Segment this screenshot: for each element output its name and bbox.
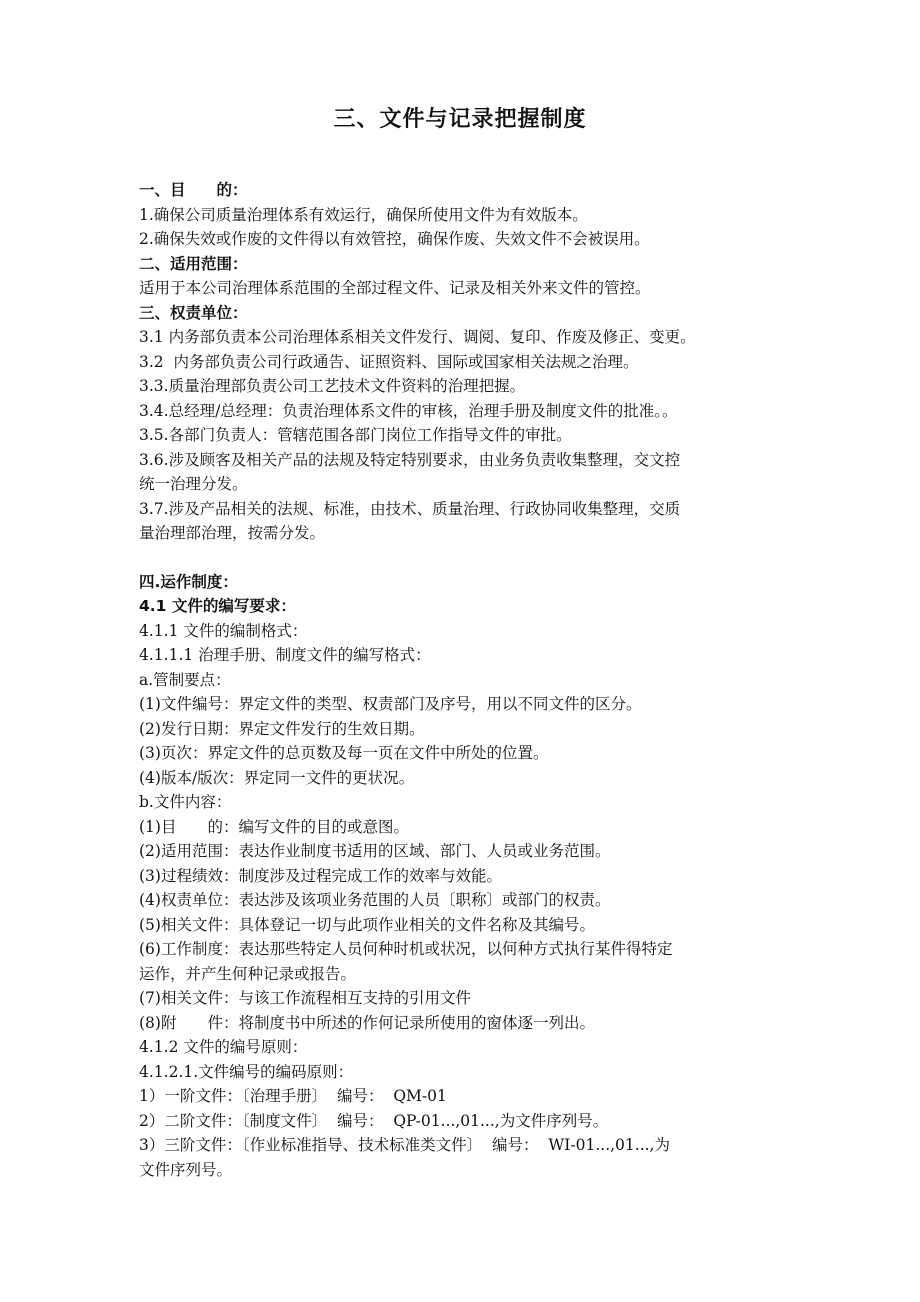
text-line: (7)相关文件：与该工作流程相互支持的引用文件	[139, 989, 471, 1007]
section-scope	[139, 252, 789, 301]
text-line: 3.3.质量治理部负责公司工艺技术文件资料的治理把握。	[139, 377, 526, 395]
text-line: b.文件内容：	[139, 793, 232, 811]
text-line: a.管制要点：	[139, 670, 231, 689]
spacer	[139, 546, 789, 570]
document-body	[139, 178, 789, 1182]
text-line: (8)附 件：将制度书中所述的作何记录所使用的窗体逐一列出。	[139, 1013, 595, 1032]
text-line: (1)目 的：编写文件的目的或意图。	[139, 817, 409, 836]
text-line: 4.1.1 文件的编制格式：	[139, 621, 308, 640]
section-heading: 一、目 的：	[139, 181, 248, 199]
section-heading: 三、权责单位：	[139, 303, 248, 322]
text-line: 量治理部治理，按需分发。	[139, 524, 326, 542]
text-line: 3.4.总经理/总经理：负责治理体系文件的审核，治理手册及制度文件的批准。。	[139, 401, 678, 420]
text-line: 3.7.涉及产品相关的法规、标准，由技术、质量治理、行政协同收集整理，交质	[139, 499, 681, 518]
section-heading: 四.运作制度：	[139, 572, 238, 591]
section-responsibilities	[139, 301, 789, 546]
text-line: 2.确保失效或作废的文件得以有效管控，确保作废、失效文件不会被误用。	[139, 230, 650, 248]
text-line: (4)版本/版次：界定同一文件的更状况。	[139, 768, 415, 787]
text-line: (3)过程绩效：制度涉及过程完成工作的效率与效能。	[139, 866, 502, 885]
text-line: (6)工作制度：表达那些特定人员何种时机或状况，以何种方式执行某件得特定	[139, 940, 673, 958]
text-line: (4)权责单位：表达涉及该项业务范围的人员〔职称〕或部门的权责。	[139, 891, 611, 909]
document-title: 三、文件与记录把握制度	[333, 107, 587, 132]
text-line: 适用于本公司治理体系范围的全部过程文件、记录及相关外来文件的管控。	[139, 279, 651, 297]
text-line: (2)适用范围：表达作业制度书适用的区域、部门、人员或业务范围。	[139, 842, 611, 860]
text-line: (1)文件编号：界定文件的类型、权责部门及序号，用以不同文件的区分。	[139, 695, 642, 713]
text-line: (3)页次：界定文件的总页数及每一页在文件中所处的位置。	[139, 744, 549, 762]
text-line: 4.1.2 文件的编号原则：	[139, 1038, 308, 1056]
text-line: (5)相关文件：具体登记一切与此项作业相关的文件名称及其编号。	[139, 915, 595, 934]
text-line: 1）一阶文件：〔治理手册〕 编号： QM-01	[139, 1087, 447, 1105]
text-line: (2)发行日期：界定文件发行的生效日期。	[139, 719, 425, 738]
text-line: 统一治理分发。	[139, 475, 248, 493]
text-line: 1.确保公司质量治理体系有效运行，确保所使用文件为有效版本。	[139, 205, 588, 224]
section-purpose	[139, 178, 789, 252]
text-line: 4.1.2.1.文件编号的编码原则：	[139, 1062, 354, 1081]
text-line: 2）二阶文件：〔制度文件〕 编号： QP-01...,01...,为文件序列号。	[139, 1111, 609, 1130]
text-line: 运作，并产生何种记录或报告。	[139, 964, 357, 983]
text-line: 4.1.1.1 治理手册、制度文件的编写格式：	[139, 646, 431, 664]
text-line: 3.5.各部门负责人：管辖范围各部门岗位工作指导文件的审批。	[139, 426, 572, 444]
text-line: 3.2 内务部负责公司行政通告、证照资料、国际或国家相关法规之治理。	[139, 352, 639, 371]
subsection-heading: 4.1 文件的编写要求：	[139, 597, 296, 615]
text-line: 3.1 内务部负责本公司治理体系相关文件发行、调阅、复印、作废及修正、变更。	[139, 328, 696, 346]
text-line: 3.6.涉及顾客及相关产品的法规及特定特别要求，由业务负责收集整理，交文控	[139, 450, 681, 469]
text-line: 3）三阶文件：〔作业标准指导、技术标准类文件〕 编号： WI-01...,01...,为	[139, 1136, 670, 1154]
text-line: 文件序列号。	[139, 1160, 233, 1179]
section-operation	[139, 570, 789, 1183]
section-heading: 二、适用范围：	[139, 254, 248, 273]
